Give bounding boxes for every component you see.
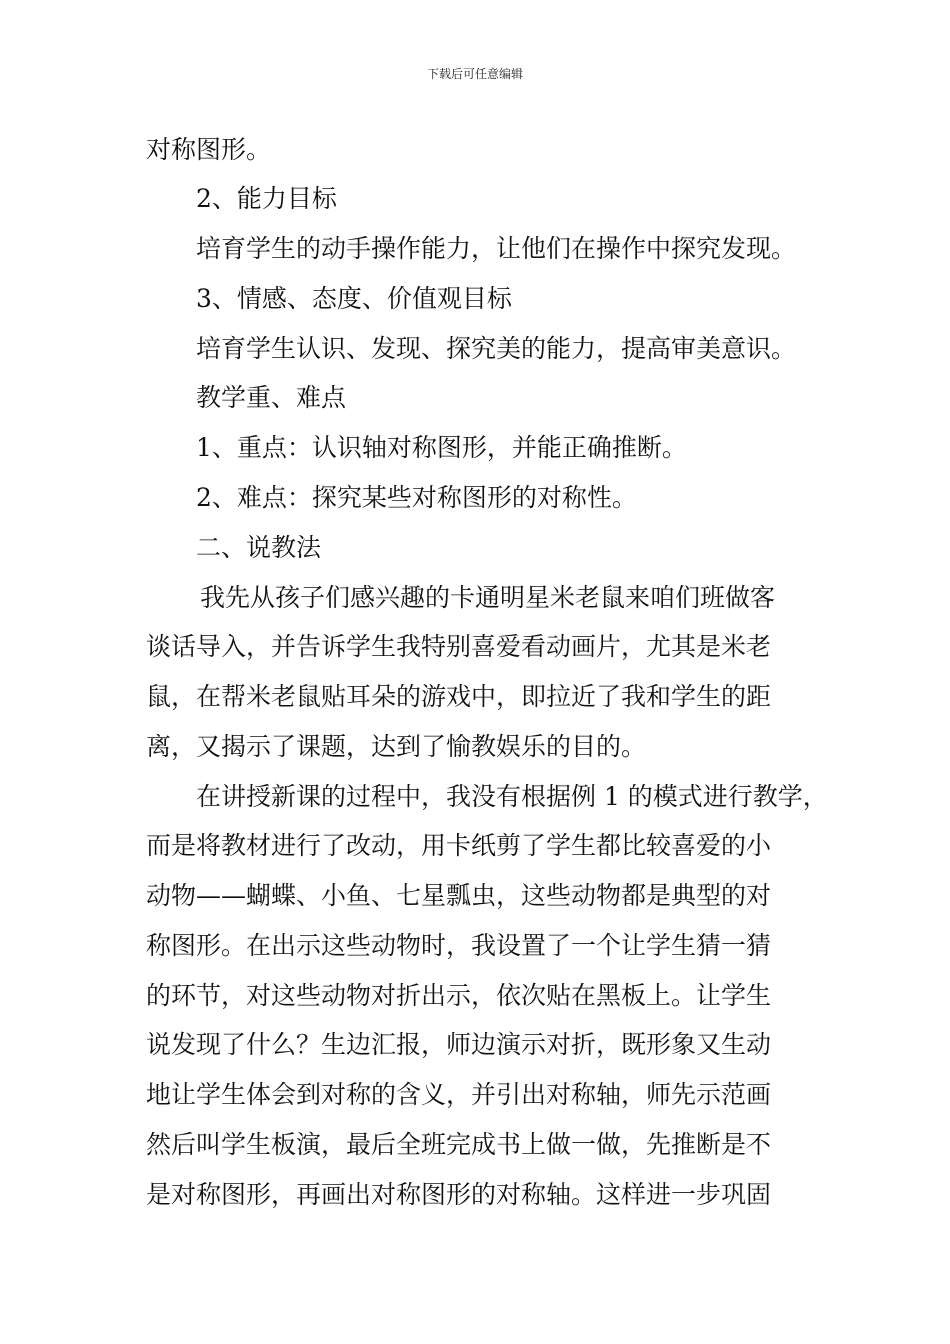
paragraph-line: 而是将教材进行了改动，用卡纸剪了学生都比较喜爱的小 (146, 831, 772, 860)
text-line: 2、难点：探究某些对称图形的对称性。 (196, 483, 637, 512)
section-heading: 3、情感、态度、价值观目标 (196, 284, 512, 313)
paragraph-line: 动物——蝴蝶、小鱼、七星瓢虫，这些动物都是典型的对 (146, 881, 772, 910)
paragraph-line: 称图形。在出示这些动物时，我设置了一个让学生猜一猜 (146, 931, 772, 960)
paragraph-line: 是对称图形，再画出对称图形的对称轴。这样进一步巩固 (146, 1180, 772, 1209)
text-line: 培育学生认识、发现、探究美的能力，提高审美意识。 (196, 334, 797, 363)
paragraph-line: 然后叫学生板演，最后全班完成书上做一做，先推断是不 (146, 1130, 772, 1159)
paragraph-line: 说发现了什么？生边汇报，师边演示对折，既形象又生动 (146, 1030, 772, 1059)
text-line: 对称图形。 (146, 135, 272, 164)
section-heading: 二、说教法 (196, 533, 322, 562)
page-header-note: 下载后可任意编辑 (426, 67, 523, 81)
section-heading: 教学重、难点 (196, 383, 347, 412)
paragraph-line: 鼠，在帮米老鼠贴耳朵的游戏中，即拉近了我和学生的距 (146, 682, 772, 711)
paragraph-line: 地让学生体会到对称的含义，并引出对称轴，师先示范画 (146, 1080, 772, 1109)
paragraph-line: 我先从孩子们感兴趣的卡通明星米老鼠来咱们班做客 (200, 583, 776, 612)
paragraph-line: 在讲授新课的过程中，我没有根据例 1 的模式进行教学， (196, 782, 828, 811)
paragraph-line: 离，又揭示了课题，达到了愉教娱乐的目的。 (146, 732, 647, 761)
text-line: 培育学生的动手操作能力，让他们在操作中探究发现。 (196, 234, 797, 263)
paragraph-line: 的环节，对这些动物对折出示，依次贴在黑板上。让学生 (146, 981, 772, 1010)
section-heading: 2、能力目标 (196, 184, 337, 213)
text-line: 1、重点：认识轴对称图形，并能正确推断。 (196, 433, 687, 462)
paragraph-line: 谈话导入，并告诉学生我特别喜爱看动画片，尤其是米老 (146, 632, 772, 661)
